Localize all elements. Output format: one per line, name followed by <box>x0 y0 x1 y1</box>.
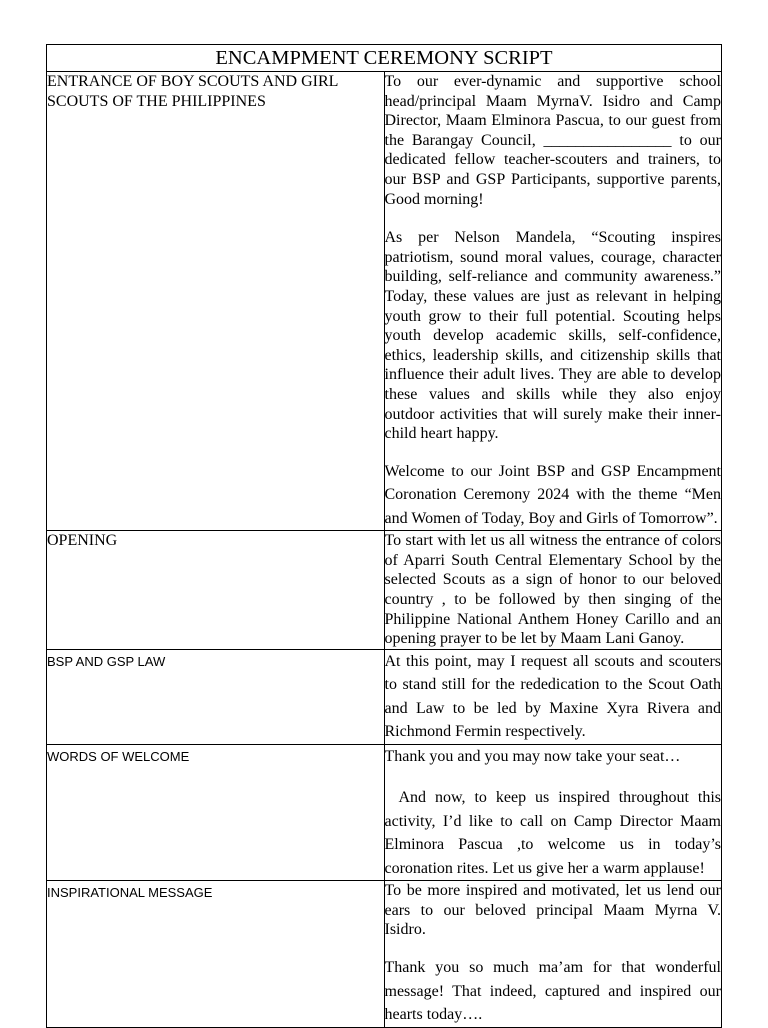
table-row <box>47 72 722 531</box>
table-row <box>47 649 722 744</box>
row-content-cell <box>384 531 722 650</box>
row-label-cell <box>47 744 385 881</box>
row-content-cell <box>384 72 722 531</box>
row-label-cell <box>47 881 385 1027</box>
paragraph: To start with let us all witness the entrance of colors of Aparri South Central Elementary School by the selected Scouts as a sign of honor to our beloved country , to be followed by then singing of the Philippine National Anthem Honey Carillo and an opening prayer to be let by Maam Lani Ganoy. <box>384 532 721 648</box>
document-title: ENCAMPMENT CEREMONY SCRIPT <box>47 45 722 72</box>
table-row <box>47 744 722 881</box>
paragraph: As per Nelson Mandela, “Scouting inspires patriotism, sound moral values, courage, character building, self-reliance and community awareness.” Today, these values are just as relevant in helping youth grow to their full potential. Scouting helps youth develop academic skills, self-confidence, ethics, leadership skills, and citizenship skills that influence their adult lives. They are able to develop these values and skills while they also enjoy outdoor activities that will surely make their inner-child heart happy. <box>384 229 721 443</box>
script-table <box>46 44 722 1028</box>
table-row <box>47 881 722 1027</box>
table-row <box>47 531 722 650</box>
paragraph: Welcome to our Joint BSP and GSP Encampment Coronation Ceremony 2024 with the theme “Men and Women of Today, Boy and Girls of Tomorrow”. <box>384 462 721 527</box>
paragraph: Thank you and you may now take your seat… <box>384 747 681 765</box>
paragraph: And now, to keep us inspired throughout this activity, I’d like to call on Camp Director Maam Elminora Pascua ,to welcome us in today’s coronation rites. Let us give her a warm applause! <box>384 789 721 877</box>
paragraph: Thank you so much ma’am for that wonderful message! That indeed, captured and inspired our hearts today…. <box>384 959 721 1024</box>
paragraph: To our ever-dynamic and supportive school head/principal Maam MyrnaV. Isidro and Camp Director, Maam Elminora Pascua, to our guest from the Barangay Council, ________________ to our dedicated fellow teacher-scouters and trainers, to our BSP and GSP Participants, supportive parents, Good morning! <box>384 73 721 208</box>
row-content-cell <box>384 649 722 744</box>
paragraph: To be more inspired and motivated, let us lend our ears to our beloved principal Maam Myrna V. Isidro. <box>384 882 721 939</box>
row-label: WORDS OF WELCOME <box>47 748 190 764</box>
row-content-cell <box>384 881 722 1027</box>
row-label-cell <box>47 531 385 650</box>
paragraph: At this point, may I request all scouts and scouters to stand still for the rededication to the Scout Oath and Law to be led by Maxine Xyra Rivera and Richmond Fermin respectively. <box>384 652 721 741</box>
row-label: ENTRANCE OF BOY SCOUTS AND GIRL SCOUTS OF THE PHILIPPINES <box>47 73 338 110</box>
row-label-cell <box>47 649 385 744</box>
row-label: BSP AND GSP LAW <box>47 653 166 669</box>
row-label: INSPIRATIONAL MESSAGE <box>47 885 213 901</box>
title-row <box>47 45 722 72</box>
row-content-cell <box>384 744 722 881</box>
row-label: OPENING <box>47 532 118 550</box>
row-label-cell <box>47 72 385 531</box>
